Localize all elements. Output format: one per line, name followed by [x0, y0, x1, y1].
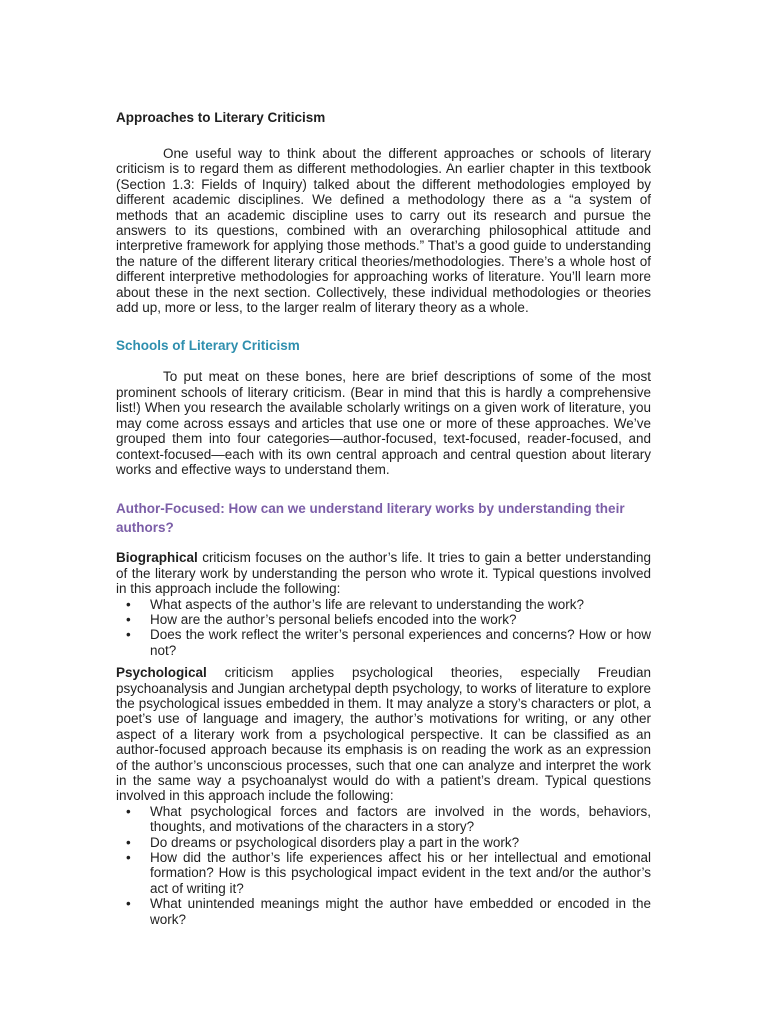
psychological-question-list: [116, 804, 651, 927]
list-item: • What psychological forces and factors are involved in the words, behaviors, thoughts, and motivations of the characters in a story?: [126, 803, 651, 835]
bullet-icon: •: [126, 596, 131, 612]
psychological-text: criticism applies psychological theories, especially Freudian psychoanalysis and Jungian archetypal depth psychology, to works of literature to explore the psychological issues embedded in them. It may analyze a story’s characters or plot, a poet’s use of language and imagery, the author’s motivations for writing, or any other aspect of a literary work from a psychological perspective. It can be classified as an author-focused approach because its emphasis is on reading the work as an expression of the author’s unconscious processes, such that one can analyze and interpret the work in the same way a psychoanalyst would do with a patient’s dream. Typical questions involved in this approach include the following:: [116, 665, 651, 804]
list-item: • What unintended meanings might the author have embedded or encoded in the work?: [126, 896, 651, 927]
list-item: • What aspects of the author’s life are relevant to understanding the work?: [126, 596, 585, 612]
psychological-term: Psychological: [116, 665, 207, 681]
schools-heading: Schools of Literary Criticism: [116, 338, 300, 354]
bullet-icon: •: [126, 611, 131, 627]
bullet-icon: •: [126, 896, 131, 912]
author-focused-heading: Author-Focused: How can we understand literary works by understanding their authors?: [116, 501, 625, 536]
list-item: • How are the author’s personal beliefs encoded into the work?: [126, 611, 517, 627]
biographical-question-list: [116, 597, 651, 659]
biographical-paragraph: [116, 550, 651, 596]
bullet-icon: •: [126, 627, 131, 643]
psychological-paragraph: [116, 665, 651, 804]
intro-paragraph: One useful way to think about the different approaches or schools of literary criticism is to regard them as different methodologies. An earlier chapter in this textbook (Section 1.3: Fields of Inquiry) talked about the different methodologies employed by different academic disciplines. We defined a methodology there as a “a system of methods that an academic discipline uses to carry out its research and pursue the answers to its questions, combined with an overarching philosophical attitude and interpretive framework for applying those methods.” That’s a good guide to understanding the nature of the different literary critical theories/methodologies. There’s a whole host of different interpretive methodologies for approaching works of literature. You’ll learn more about these in the next section. Collectively, these individual methodologies or theories add up, more or less, to the larger realm of literary theory as a whole.: [116, 146, 651, 316]
document-title: Approaches to Literary Criticism: [116, 110, 326, 125]
list-item: • Do dreams or psychological disorders play a part in the work?: [126, 834, 520, 850]
biographical-text: criticism focuses on the author’s life. It tries to gain a better understanding of the literary work by understanding the person who wrote it. Typical questions involved in this approach include the following:: [116, 550, 651, 597]
bullet-icon: •: [126, 803, 131, 819]
schools-paragraph: To put meat on these bones, here are brief descriptions of some of the most prominent schools of literary criticism. (Bear in mind that this is hardly a comprehensive list!) When you research the available scholarly writings on a given work of literature, you may come across essays and articles that use one or more of these approaches. We’ve grouped them into four categories—author-focused, text-focused, reader-focused, and context-focused—each with its own central approach and central question about literary works and effective ways to understand them.: [116, 369, 651, 477]
list-item: • Does the work reflect the writer’s personal experiences and concerns? How or how not?: [126, 627, 651, 658]
biographical-term: Biographical: [116, 550, 198, 566]
list-item: • How did the author’s life experiences affect his or her intellectual and emotional formation? How is this psychological impact evident in the text and/or the author’s act of writing it?: [126, 850, 651, 896]
bullet-icon: •: [126, 834, 131, 850]
document-body: [116, 109, 651, 927]
bullet-icon: •: [126, 850, 131, 866]
